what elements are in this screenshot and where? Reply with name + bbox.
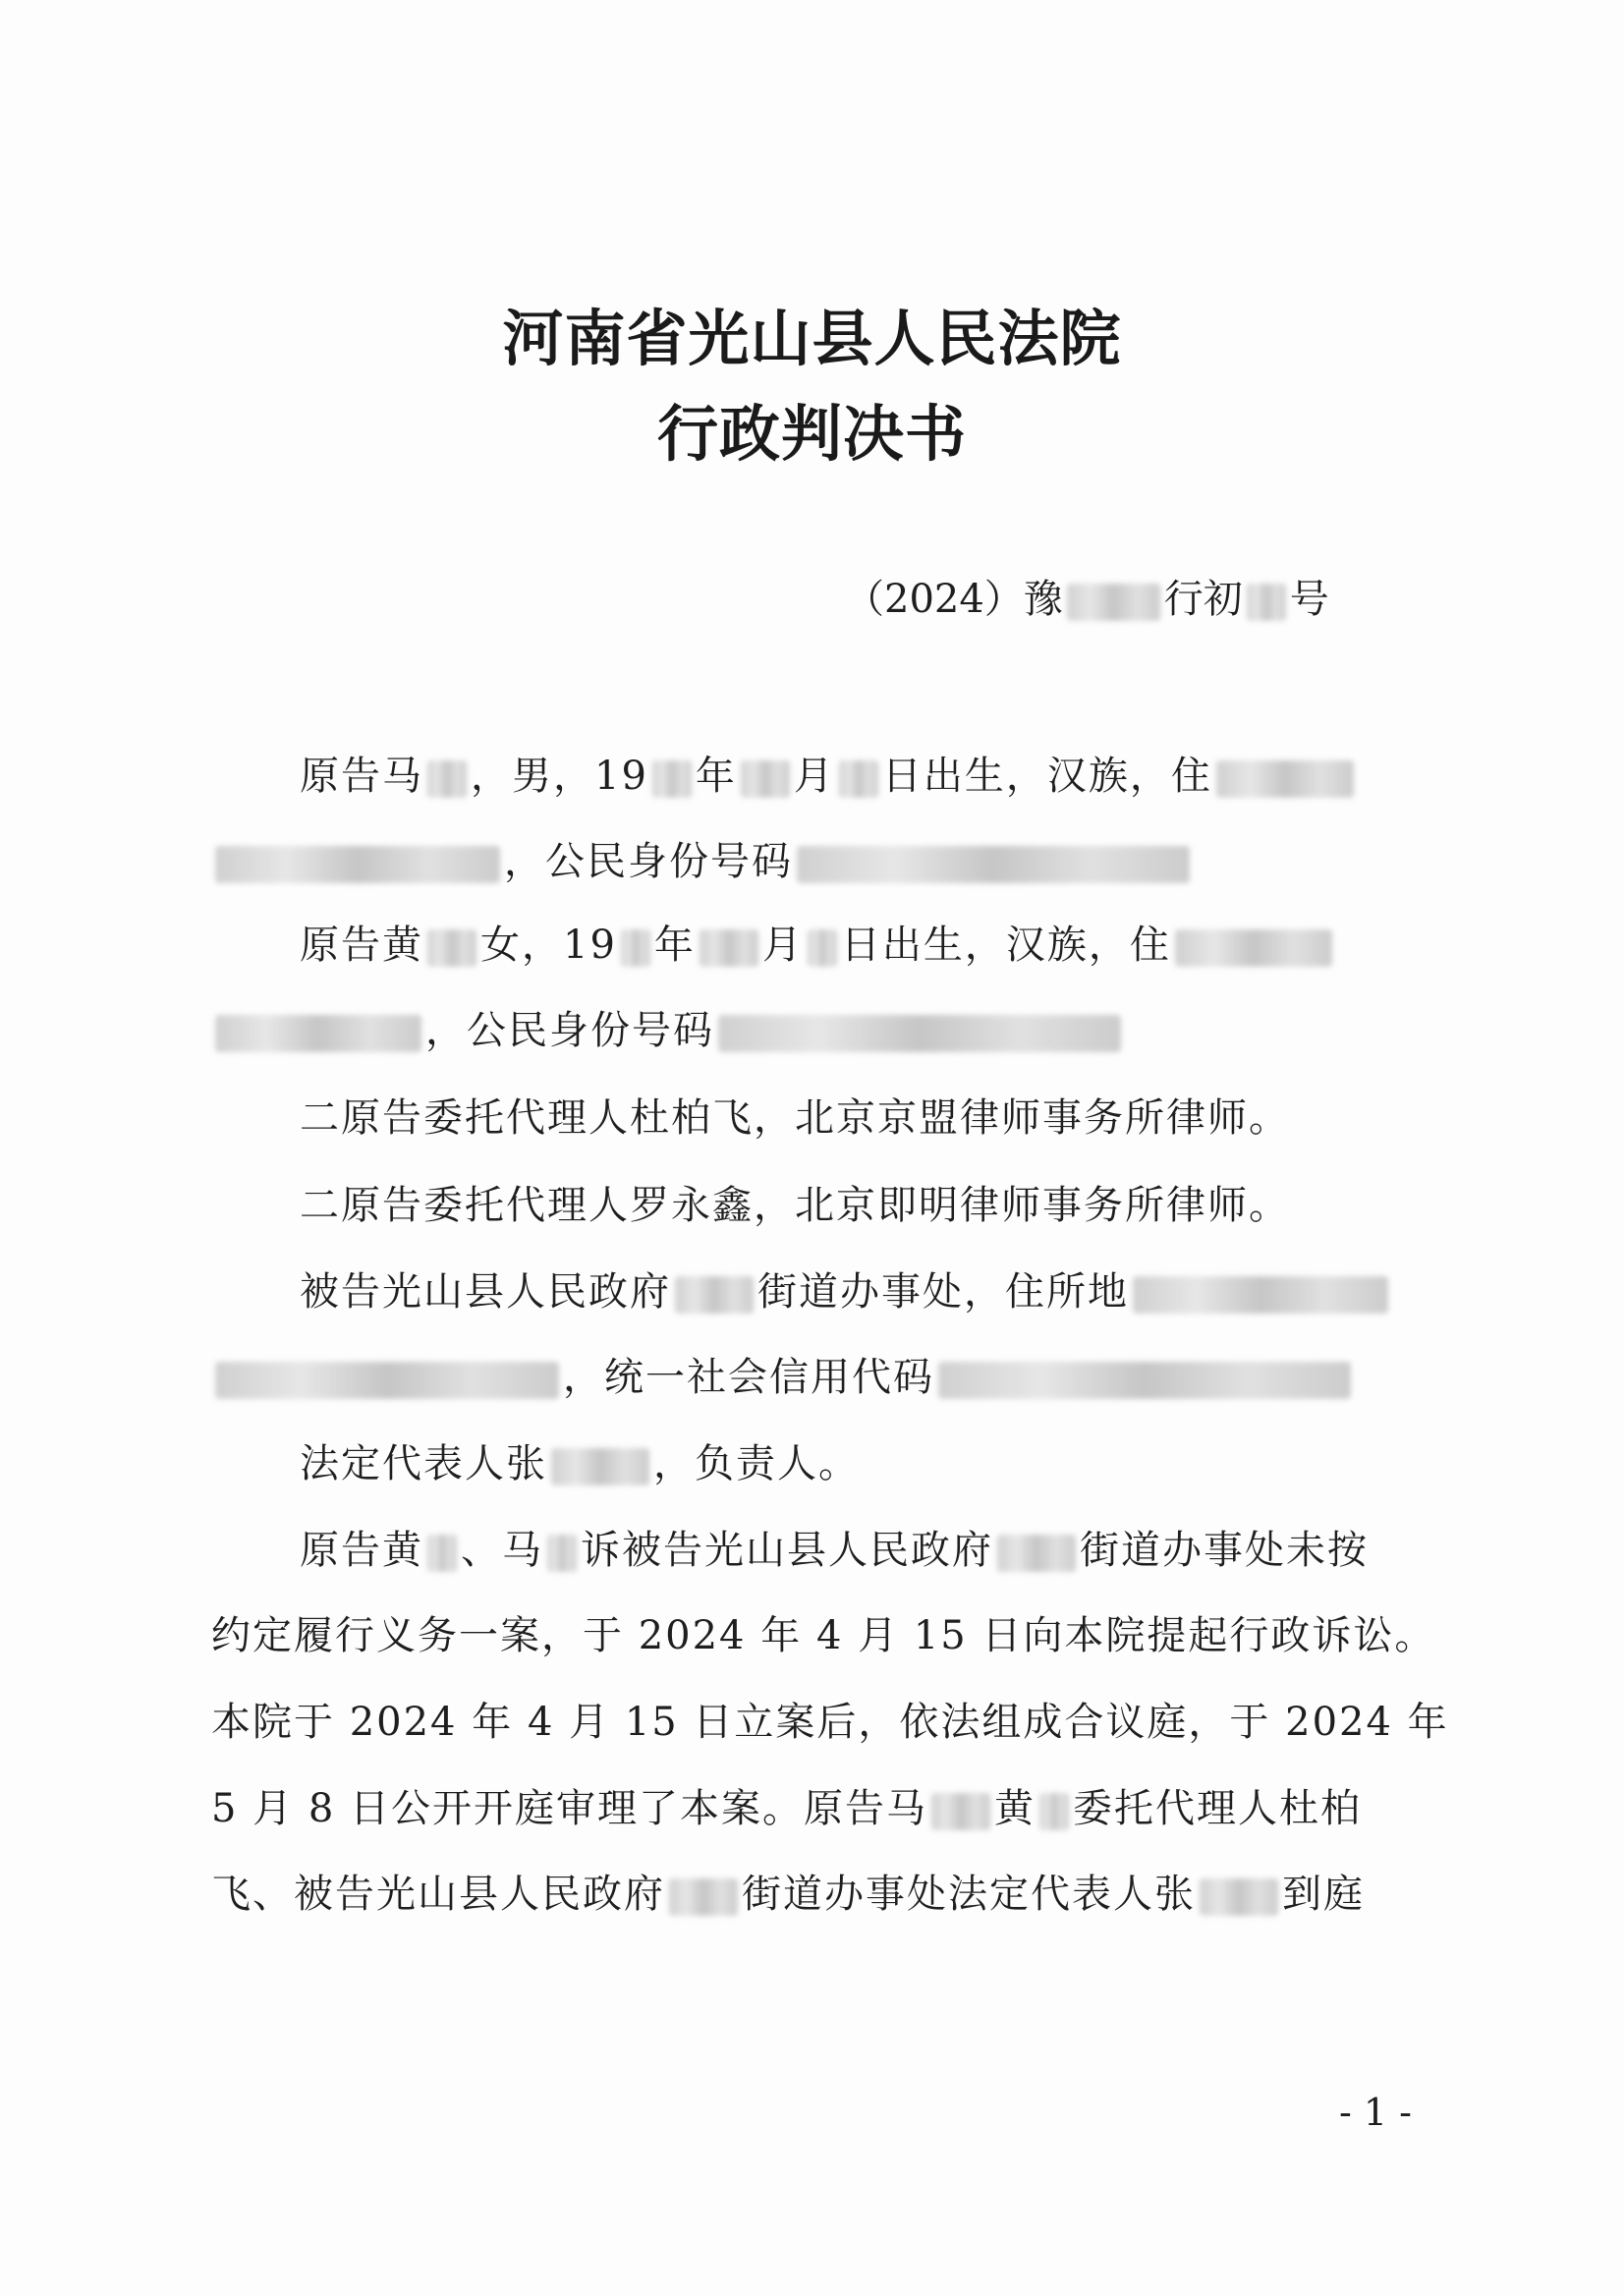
redaction [718, 1015, 1121, 1052]
redaction [839, 760, 878, 798]
document-type: 行政判决书 [656, 398, 967, 470]
redaction [652, 760, 692, 798]
defendant-line-2: ，统一社会信用代码 [211, 1343, 1355, 1412]
redaction [797, 846, 1190, 883]
case-paragraph-line-5: 飞、被告光山县人民政府 街道办事处法定代表人张 到庭 [211, 1872, 1365, 1917]
page-number: - 1 - [1338, 2091, 1412, 2134]
redaction [741, 760, 790, 798]
plaintiff-1-line-2: ，公民身份号码 [211, 827, 1194, 896]
plaintiff-1-line-1: 原告马 ，男，19 年 月 日出生，汉族，住 [300, 742, 1358, 811]
redaction [215, 846, 500, 883]
redaction [700, 929, 758, 967]
redaction [1067, 584, 1160, 621]
redaction [997, 1535, 1076, 1572]
case-number [845, 570, 1395, 629]
case-paragraph-line-3: 本院于 2024 年 4 月 15 日立案后，依法组成合议庭，于 2024 年 [211, 1700, 1449, 1745]
redaction [1039, 1793, 1069, 1830]
defendant-line-1: 被告光山县人民政府 街道办事处，住所地 [300, 1258, 1392, 1326]
redaction [1216, 760, 1354, 798]
case-number-prefix: （2024）豫 [845, 577, 1063, 622]
case-paragraph-line-2: 约定履行义务一案，于 2024 年 4 月 15 日向本院提起行政诉讼。 [211, 1613, 1436, 1658]
agent-1: 二原告委托代理人杜柏飞，北京京盟律师事务所律师。 [300, 1095, 1290, 1141]
redaction [675, 1276, 754, 1314]
redaction [931, 1793, 990, 1830]
redaction [808, 929, 837, 967]
redaction [215, 1015, 421, 1052]
redaction [215, 1362, 559, 1399]
redaction [427, 760, 467, 798]
redaction [621, 929, 650, 967]
plaintiff-2-line-1: 原告黄 女，19 年 月 日出生，汉族，住 [300, 911, 1336, 980]
redaction [1175, 929, 1332, 967]
redaction [1247, 584, 1286, 621]
case-paragraph-line-4: 5 月 8 日公开开庭审理了本案。原告马 黄 委托代理人杜柏 [211, 1786, 1363, 1831]
redaction [1200, 1878, 1278, 1916]
case-number-suffix: 号 [1289, 577, 1329, 622]
redaction [547, 1535, 577, 1572]
case-number-middle: 行初 [1163, 577, 1243, 622]
agent-2: 二原告委托代理人罗永鑫，北京即明律师事务所律师。 [300, 1183, 1290, 1228]
legal-representative: 法定代表人张 ，负责人。 [300, 1441, 860, 1486]
court-name: 河南省光山县人民法院 [502, 303, 1122, 374]
redaction [427, 929, 476, 967]
redaction [427, 1535, 457, 1572]
redaction [551, 1448, 649, 1485]
redaction [669, 1878, 738, 1916]
redaction [938, 1362, 1351, 1399]
plaintiff-2-line-2: ，公民身份号码 [211, 996, 1125, 1065]
case-paragraph-line-1: 原告黄 、马 诉被告光山县人民政府 街道办事处未按 [300, 1528, 1369, 1573]
redaction [1133, 1276, 1388, 1314]
